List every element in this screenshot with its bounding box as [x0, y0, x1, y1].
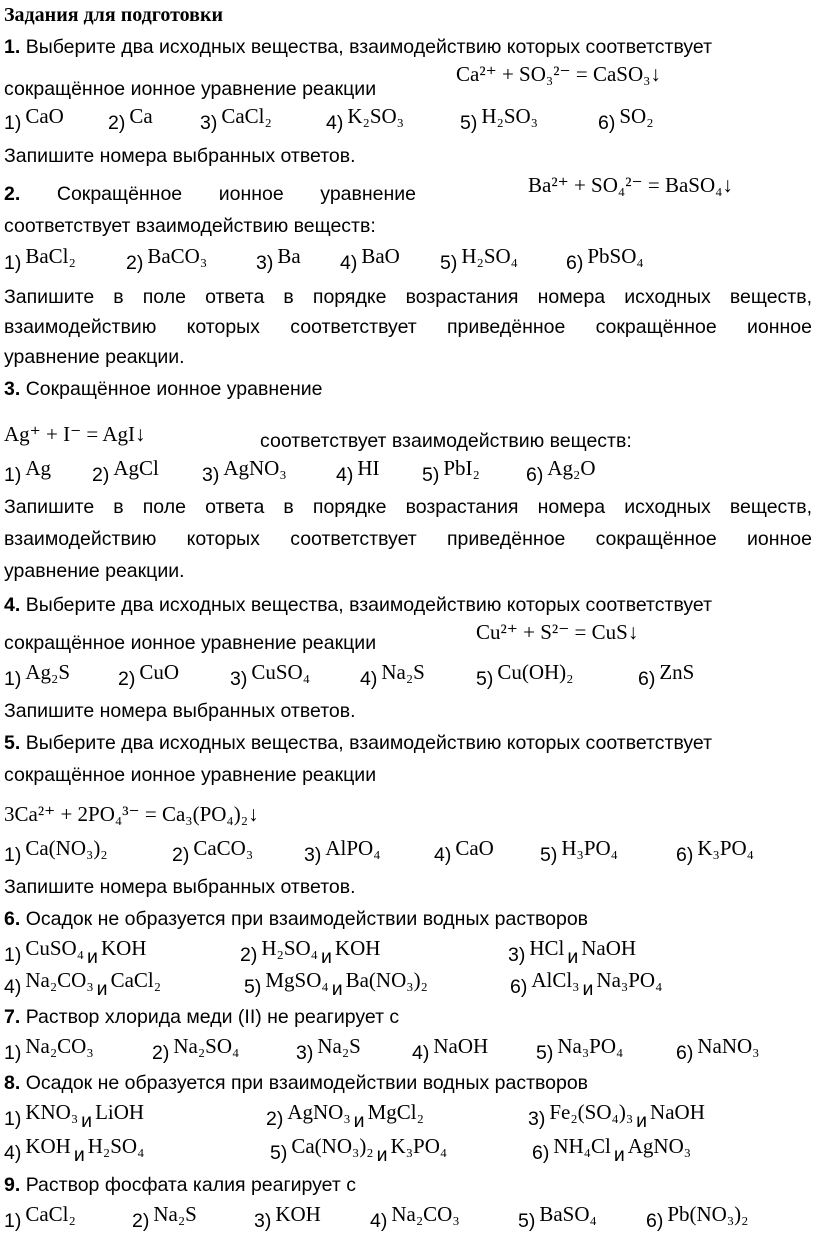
q3-option-4[interactable]: 4) HI: [336, 456, 380, 486]
q2-text-line2: соответствует взаимодействию веществ:: [4, 215, 376, 237]
q7-option-3[interactable]: 3) Na₂S: [296, 1034, 361, 1064]
q6-option-3[interactable]: 3) HCl и NaOH: [508, 936, 637, 968]
q1-text-line1: [4, 36, 812, 59]
q7-prompt: Раствор хлорида меди (II) не реагирует с: [25, 1006, 400, 1028]
q2-instruction-line1: Запишите в поле ответа в порядке возрастания номера исходных веществ,: [4, 286, 812, 308]
q7-option-6[interactable]: 6) NaNO₃: [676, 1034, 760, 1064]
q1-option-1[interactable]: 1) CaO: [4, 104, 64, 134]
q6-number: 6.: [4, 908, 21, 930]
q3-option-1[interactable]: 1) Ag: [4, 456, 52, 486]
q1-option-3[interactable]: 3) CaCl₂: [200, 104, 272, 134]
q3-number: 3.: [4, 378, 21, 400]
q8-options-row1: [4, 1100, 812, 1136]
q1-option-4[interactable]: 4) K₂SO₃: [326, 104, 404, 134]
q5-option-6[interactable]: 6) K₃PO₄: [676, 836, 754, 866]
q2-instruction-line2: взаимодействию которых соответствует приведённое сокращённое ионное: [4, 316, 812, 338]
q2-option-1[interactable]: 1) BaCl₂: [4, 244, 76, 274]
q9-prompt: Раствор фосфата калия реагирует с: [25, 1174, 356, 1196]
q1-option-5[interactable]: 5) H₂SO₃: [460, 104, 538, 134]
q4-option-5[interactable]: 5) Cu(OH)₂: [476, 660, 574, 690]
q5-text-line2: сокращённое ионное уравнение реакции: [4, 764, 377, 786]
q9-option-3[interactable]: 3) KOH: [254, 1202, 321, 1232]
q8-number: 8.: [4, 1072, 21, 1094]
q4-option-3[interactable]: 3) CuSO₄: [230, 660, 311, 690]
q4-prompt: Выберите два исходных вещества, взаимодействию которых соответствует: [25, 594, 713, 616]
q2-text-line1: [4, 183, 416, 206]
q5-number: 5.: [4, 732, 21, 754]
q1-prompt: Выберите два исходных вещества, взаимодействию которых соответствует: [25, 36, 713, 58]
q2-option-4[interactable]: 4) BaO: [340, 244, 400, 274]
q4-instruction: Запишите номера выбранных ответов.: [4, 700, 356, 722]
q2-option-3[interactable]: 3) Ba: [256, 244, 301, 274]
q8-option-6[interactable]: 6) NH₄Cl и AgNO₃: [532, 1134, 692, 1166]
q8-option-3[interactable]: 3) Fe₂(SO₄)₃ и NaOH: [528, 1100, 705, 1132]
q1-equation: Ca²⁺ + SO₃²⁻ = CaSO₃↓: [456, 62, 661, 86]
q8-option-2[interactable]: 2) AgNO₃ и MgCl₂: [266, 1100, 424, 1132]
q5-option-4[interactable]: 4) CaO: [434, 836, 494, 866]
q6-prompt: Осадок не образуется при взаимодействии водных растворов: [25, 908, 589, 930]
q3-instruction-line3: уравнение реакции.: [4, 560, 185, 582]
q1-option-6[interactable]: 6) SO₂: [598, 104, 654, 134]
q8-options-row2: [4, 1134, 812, 1170]
q7-option-4[interactable]: 4) NaOH: [412, 1034, 489, 1064]
q3-option-3[interactable]: 3) AgNO₃: [202, 456, 287, 486]
q3-text-line1: [4, 378, 812, 401]
q8-option-4[interactable]: 4) KOH и H₂SO₄: [4, 1134, 145, 1166]
q2-prompt: Сокращённое ионное уравнение: [56, 183, 417, 205]
q5-option-2[interactable]: 2) CaCO₃: [172, 836, 254, 866]
q4-text-line2: сокращённое ионное уравнение реакции: [4, 632, 377, 654]
q5-options: [4, 836, 812, 872]
q2-number: 2.: [4, 183, 21, 205]
q9-option-6[interactable]: 6) Pb(NO₃)₂: [646, 1202, 749, 1232]
q3-text-line2: соответствует взаимодействию веществ:: [260, 430, 632, 452]
q2-options: [4, 244, 812, 280]
q4-options: [4, 660, 812, 696]
q9-option-2[interactable]: 2) Na₂S: [132, 1202, 197, 1232]
q2-option-2[interactable]: 2) BaCO₃: [126, 244, 208, 274]
q4-option-2[interactable]: 2) CuO: [118, 660, 180, 690]
q3-equation: Ag⁺ + I⁻ = AgI↓: [4, 422, 146, 446]
q4-number: 4.: [4, 594, 21, 616]
q9-options: [4, 1202, 812, 1238]
q1-number: 1.: [4, 36, 21, 58]
q2-instruction-line3: уравнение реакции.: [4, 346, 185, 368]
q6-options-row2: [4, 968, 812, 1004]
q3-option-2[interactable]: 2) AgCl: [92, 456, 159, 486]
q2-option-5[interactable]: 5) H₂SO₄: [440, 244, 518, 274]
q3-instruction-line2: взаимодействию которых соответствует приведённое сокращённое ионное: [4, 528, 812, 550]
q1-option-2[interactable]: 2) Ca: [108, 104, 153, 134]
q5-option-3[interactable]: 3) AlPO₄: [304, 836, 381, 866]
q6-option-5[interactable]: 5) MgSO₄ и Ba(NO₃)₂: [244, 968, 428, 1000]
q6-option-1[interactable]: 1) CuSO₄ и KOH: [4, 936, 147, 968]
q4-option-4[interactable]: 4) Na₂S: [360, 660, 425, 690]
q2-equation: Ba²⁺ + SO₄²⁻ = BaSO₄↓: [528, 173, 733, 197]
q9-number: 9.: [4, 1174, 21, 1196]
q1-instruction: Запишите номера выбранных ответов.: [4, 145, 356, 167]
page-title: Задания для подготовки: [4, 4, 223, 26]
q4-text-line1: [4, 594, 812, 617]
q3-options: [4, 456, 812, 492]
q9-option-1[interactable]: 1) CaCl₂: [4, 1202, 76, 1232]
q1-options: [4, 104, 812, 140]
q3-option-5[interactable]: 5) PbI₂: [422, 456, 480, 486]
q7-option-5[interactable]: 5) Na₃PO₄: [536, 1034, 624, 1064]
q8-prompt: Осадок не образуется при взаимодействии водных растворов: [25, 1072, 589, 1094]
q6-option-2[interactable]: 2) H₂SO₄ и KOH: [240, 936, 381, 968]
q8-text: [4, 1072, 812, 1095]
q4-equation: Cu²⁺ + S²⁻ = CuS↓: [476, 620, 639, 644]
q3-prompt: Сокращённое ионное уравнение: [25, 378, 323, 400]
q7-option-1[interactable]: 1) Na₂CO₃: [4, 1034, 94, 1064]
q8-option-5[interactable]: 5) Ca(NO₃)₂ и K₃PO₄: [270, 1134, 448, 1166]
q5-option-1[interactable]: 1) Ca(NO₃)₂: [4, 836, 108, 866]
q5-instruction: Запишите номера выбранных ответов.: [4, 876, 356, 898]
q7-options: [4, 1034, 812, 1070]
q6-text: [4, 908, 812, 931]
q6-option-6[interactable]: 6) AlCl₃ и Na₃PO₄: [510, 968, 663, 1000]
q5-prompt: Выберите два исходных вещества, взаимодействию которых соответствует: [25, 732, 713, 754]
q9-text: [4, 1174, 812, 1197]
q4-option-6[interactable]: 6) ZnS: [638, 660, 695, 690]
q3-option-6[interactable]: 6) Ag₂O: [526, 456, 596, 486]
q7-number: 7.: [4, 1006, 21, 1028]
q5-equation: 3Ca²⁺ + 2PO₄³⁻ = Ca₃(PO₄)₂↓: [4, 802, 259, 826]
q3-instruction-line1: Запишите в поле ответа в порядке возрастания номера исходных веществ,: [4, 496, 812, 518]
q1-text-line2: сокращённое ионное уравнение реакции: [4, 78, 377, 100]
q2-option-6[interactable]: 6) PbSO₄: [566, 244, 644, 274]
q5-option-5[interactable]: 5) H₃PO₄: [540, 836, 618, 866]
q4-option-1[interactable]: 1) Ag₂S: [4, 660, 71, 690]
q7-text: [4, 1006, 812, 1029]
q9-option-5[interactable]: 5) BaSO₄: [518, 1202, 597, 1232]
q7-option-2[interactable]: 2) Na₂SO₄: [152, 1034, 240, 1064]
q9-option-4[interactable]: 4) Na₂CO₃: [370, 1202, 460, 1232]
q5-text-line1: [4, 732, 812, 755]
q8-option-1[interactable]: 1) KNO₃ и LiOH: [4, 1100, 145, 1132]
q6-option-4[interactable]: 4) Na₂CO₃ и CaCl₂: [4, 968, 162, 1000]
